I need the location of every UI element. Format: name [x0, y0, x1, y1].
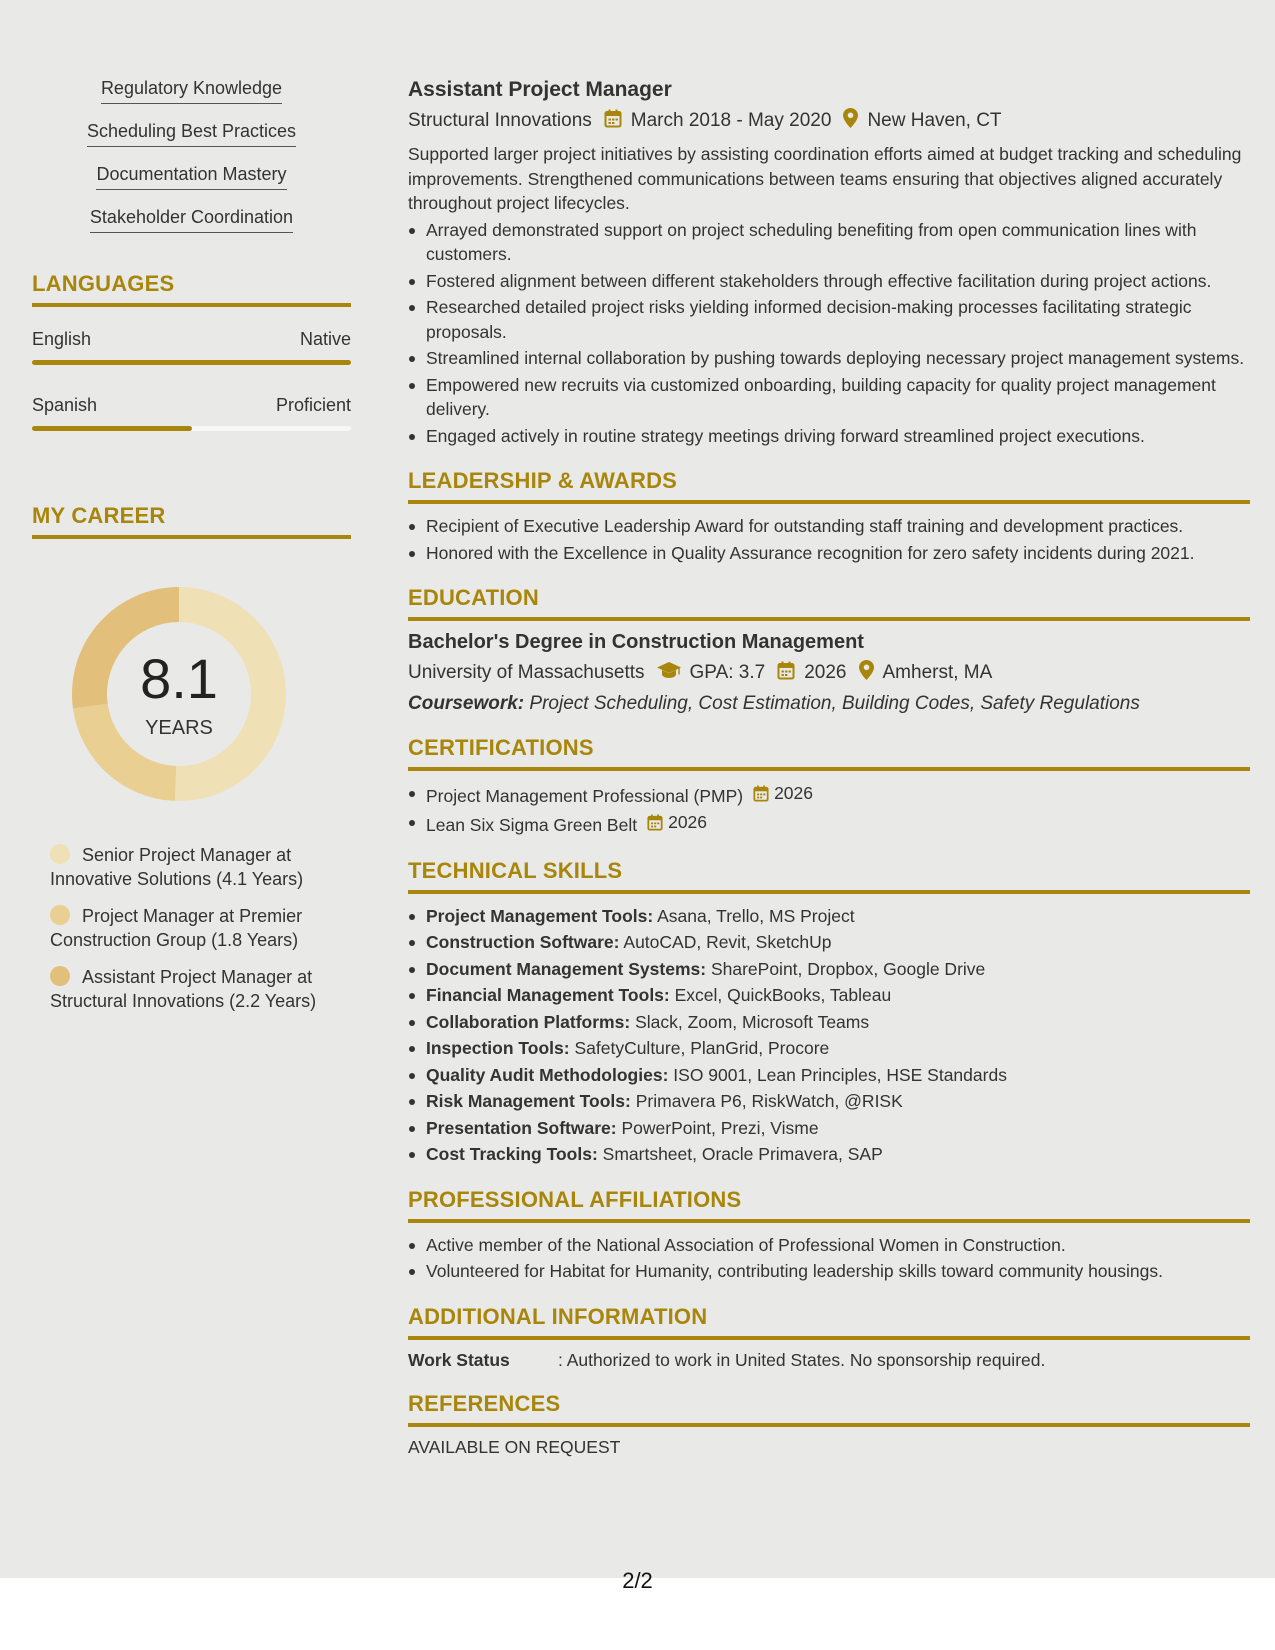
language-bar	[32, 360, 351, 365]
list-item: Active member of the National Association of Professional Women in Construction.	[408, 1233, 1250, 1258]
list-item: Arrayed demonstrated support on project scheduling benefiting from open communication lines with customers.	[408, 218, 1250, 267]
education-meta	[408, 660, 1250, 686]
skill-category: Collaboration Platforms:	[426, 1011, 631, 1032]
list-item: Recipient of Executive Leadership Award for outstanding staff training and development practices.	[408, 514, 1250, 539]
affiliations-heading: PROFESSIONAL AFFILIATIONS	[408, 1187, 1250, 1223]
location-pin-icon	[843, 108, 858, 134]
language-row	[32, 329, 351, 350]
job-title: Assistant Project Manager	[408, 78, 672, 101]
career-legend-item	[50, 843, 330, 891]
skill-category: Risk Management Tools:	[426, 1091, 631, 1111]
education-year: 2026	[804, 662, 847, 683]
list-item	[408, 930, 1250, 955]
legend-dot-icon	[50, 905, 70, 925]
list-item: Honored with the Excellence in Quality Assurance recognition for zero safety incidents during 2021.	[408, 541, 1250, 566]
language-bar-fill	[32, 426, 192, 431]
skill-category: Presentation Software:	[426, 1117, 617, 1138]
cert-year: 2026	[774, 783, 814, 803]
skill-category: Project Management Tools:	[426, 905, 654, 926]
list-item: Engaged actively in routine strategy meetings driving forward streamlined project executions.	[408, 424, 1250, 449]
job-bullets	[408, 218, 1250, 449]
certifications-heading: CERTIFICATIONS	[408, 735, 1250, 771]
skill-values: Smartsheet, Oracle Primavera, SAP	[602, 1144, 883, 1164]
list-item: Researched detailed project risks yielding informed decision-making processes facilitating strategic proposals.	[408, 295, 1250, 344]
skill-values: Asana, Trello, MS Project	[657, 905, 855, 926]
skill-label: Scheduling Best Practices	[87, 121, 296, 147]
career-unit: YEARS	[145, 717, 213, 739]
language-bar-fill	[32, 360, 351, 365]
education-heading: EDUCATION	[408, 585, 1250, 621]
certifications-list	[408, 781, 1250, 838]
calendar-icon	[604, 109, 622, 134]
languages-heading: LANGUAGES	[32, 271, 351, 307]
skill-values: SharePoint, Dropbox, Google Drive	[710, 958, 986, 979]
legend-dot-icon	[50, 966, 70, 986]
legend-label: Assistant Project Manager at Structural Innovations (2.2 Years)	[50, 967, 317, 1011]
list-item: Volunteered for Habitat for Humanity, contributing leadership skills toward community housings.	[408, 1259, 1250, 1284]
skill-values: SafetyCulture, PlanGrid, Procore	[574, 1038, 830, 1058]
work-status-row	[408, 1350, 1250, 1371]
skill-category: Quality Audit Methodologies:	[426, 1064, 669, 1085]
job-location: New Haven, CT	[867, 110, 1002, 131]
school-name: University of Massachusetts	[408, 662, 645, 683]
gpa: GPA: 3.7	[689, 662, 766, 683]
list-item	[408, 1010, 1250, 1035]
skill-category: Document Management Systems:	[426, 958, 707, 979]
coursework-label: Coursework:	[408, 693, 525, 714]
job-dates: March 2018 - May 2020	[630, 110, 832, 131]
skill-values: PowerPoint, Prezi, Visme	[621, 1117, 819, 1138]
skill-values: ISO 9001, Lean Principles, HSE Standards	[673, 1064, 1007, 1085]
cert-year: 2026	[668, 812, 708, 833]
skill-label: Regulatory Knowledge	[101, 78, 282, 104]
language-bar	[32, 426, 351, 431]
work-status-label: Work Status	[408, 1349, 510, 1370]
skill-category: Inspection Tools:	[426, 1038, 570, 1058]
skill-link[interactable]	[32, 78, 351, 104]
degree-title: Bachelor's Degree in Construction Management	[408, 631, 864, 653]
skill-link[interactable]	[32, 207, 351, 233]
list-item	[408, 1036, 1250, 1061]
language-level: Proficient	[275, 395, 351, 415]
list-item	[408, 983, 1250, 1008]
skill-values: Primavera P6, RiskWatch, @RISK	[635, 1091, 903, 1111]
coursework-list: Project Scheduling, Cost Estimation, Building Codes, Safety Regulations	[529, 693, 1140, 714]
references-text: AVAILABLE ON REQUEST	[408, 1436, 621, 1457]
career-legend-item	[50, 965, 330, 1013]
calendar-icon	[647, 814, 663, 831]
skill-link[interactable]	[32, 164, 351, 190]
cert-name: Lean Six Sigma Green Belt	[426, 815, 638, 835]
career-legend	[50, 843, 330, 1013]
skill-values: Slack, Zoom, Microsoft Teams	[635, 1011, 870, 1032]
list-item	[408, 1089, 1250, 1114]
legend-dot-icon	[50, 844, 70, 864]
job-summary: Supported larger project initiatives by assisting coordination efforts aimed at budget tracking and scheduling improvements. Strengthened communications between teams ensuring that objectives aligned accurately throughout project lifecycles.	[408, 144, 1242, 213]
language-name: English	[32, 329, 92, 349]
career-total: 8.1	[140, 647, 218, 710]
job-meta	[408, 108, 1250, 134]
technical-skills-heading: TECHNICAL SKILLS	[408, 858, 1250, 894]
list-item	[408, 957, 1250, 982]
skill-category: Financial Management Tools:	[426, 985, 670, 1005]
skill-values: AutoCAD, Revit, SketchUp	[623, 932, 832, 952]
skill-label: Stakeholder Coordination	[90, 207, 293, 233]
list-item	[408, 1142, 1250, 1167]
additional-info-heading: ADDITIONAL INFORMATION	[408, 1304, 1250, 1340]
calendar-icon	[753, 785, 769, 802]
references-heading: REFERENCES	[408, 1391, 1250, 1427]
skill-category: Construction Software:	[426, 932, 620, 952]
page-number: 2/2	[622, 1568, 653, 1593]
graduation-cap-icon	[657, 662, 681, 685]
skill-values: Excel, QuickBooks, Tableau	[674, 985, 892, 1005]
list-item	[408, 810, 1250, 837]
skill-category: Cost Tracking Tools:	[426, 1144, 598, 1164]
list-item	[408, 1116, 1250, 1141]
language-row	[32, 395, 351, 416]
calendar-icon	[777, 661, 795, 686]
list-item: Empowered new recruits via customized onboarding, building capacity for quality project management delivery.	[408, 373, 1250, 422]
cert-name: Project Management Professional (PMP)	[426, 785, 744, 806]
career-donut	[64, 579, 294, 809]
skill-label: Documentation Mastery	[96, 164, 286, 190]
sidebar	[32, 78, 351, 1026]
legend-label: Project Manager at Premier Construction Group (1.8 Years)	[50, 906, 303, 950]
location-pin-icon	[859, 660, 874, 686]
education-location: Amherst, MA	[882, 662, 993, 683]
language-level: Native	[299, 329, 351, 349]
language-name: Spanish	[32, 395, 98, 415]
leadership-list	[408, 514, 1250, 565]
legend-label: Senior Project Manager at Innovative Solutions (4.1 Years)	[50, 845, 304, 889]
technical-skills-list	[408, 904, 1250, 1167]
list-item: Streamlined internal collaboration by pushing towards deploying necessary project management systems.	[408, 346, 1250, 371]
skill-link[interactable]	[32, 121, 351, 147]
job-company: Structural Innovations	[408, 110, 592, 131]
career-heading: MY CAREER	[32, 503, 351, 539]
career-legend-item	[50, 904, 330, 952]
list-item	[408, 781, 1250, 808]
coursework	[408, 693, 1250, 715]
list-item: Fostered alignment between different stakeholders through effective facilitation during project actions.	[408, 269, 1250, 294]
list-item	[408, 1063, 1250, 1088]
leadership-heading: LEADERSHIP & AWARDS	[408, 468, 1250, 504]
work-status-value: : Authorized to work in United States. No sponsorship required.	[558, 1349, 1046, 1370]
affiliations-list	[408, 1233, 1250, 1284]
main-content	[408, 78, 1250, 1458]
list-item	[408, 904, 1250, 929]
